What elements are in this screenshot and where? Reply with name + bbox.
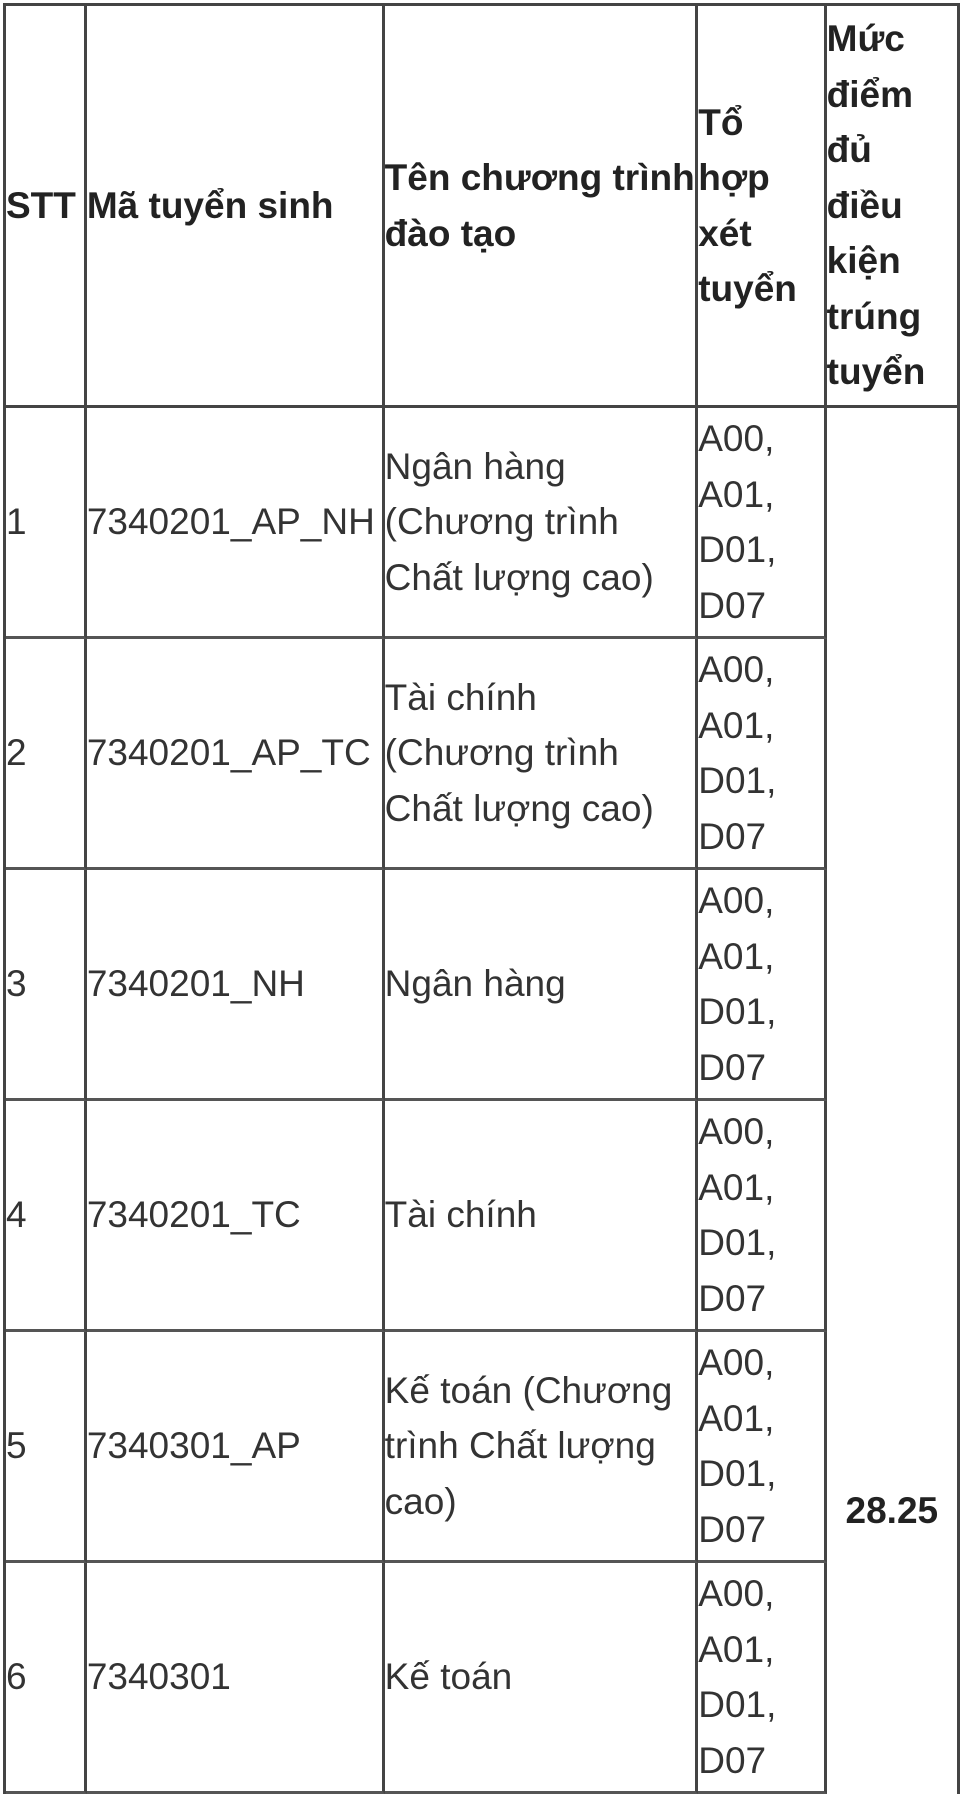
header-admission-code: Mã tuyển sinh	[87, 6, 385, 408]
combo-code: A01,	[698, 473, 775, 515]
combo-code: D01,	[698, 760, 777, 801]
combo-code: D01,	[698, 529, 777, 570]
combo-code: A00,	[698, 1342, 775, 1383]
combo-code: D07	[698, 584, 767, 626]
combo-code: A01,	[698, 1628, 775, 1670]
combo-code: D07	[698, 815, 767, 857]
row-subject-combination	[698, 1101, 826, 1332]
header-row	[6, 6, 960, 408]
combo-code: D01,	[698, 1684, 777, 1725]
combo-code: D07	[698, 1046, 767, 1088]
row-program-name: Ngân hàng (Chương trình Chất lượng cao)	[385, 408, 699, 639]
combo-code: A01,	[698, 1397, 775, 1439]
table-row	[6, 1563, 960, 1794]
row-admission-code: 7340201_TC	[87, 1101, 385, 1332]
combo-code: A01,	[698, 935, 775, 977]
combo-code: A01,	[698, 704, 775, 746]
combo-code: A00,	[698, 1573, 775, 1614]
combo-code: A00,	[698, 880, 775, 921]
row-admission-code: 7340201_NH	[87, 870, 385, 1101]
header-subject-combination: Tổ hợp xét tuyển	[698, 6, 826, 408]
table-row	[6, 1332, 960, 1563]
table-row	[6, 408, 960, 639]
combo-code: D01,	[698, 991, 777, 1032]
row-program-name: Kế toán	[385, 1563, 699, 1794]
row-subject-combination	[698, 1563, 826, 1794]
row-subject-combination	[698, 408, 826, 639]
row-program-name: Tài chính	[385, 1101, 699, 1332]
row-program-name: Tài chính (Chương trình Chất lượng cao)	[385, 639, 699, 870]
combo-code: A00,	[698, 1111, 775, 1152]
row-stt: 5	[6, 1332, 87, 1563]
qualifying-score-cell	[827, 408, 960, 1794]
row-stt: 4	[6, 1101, 87, 1332]
header-qualifying-score: Mức điểm đủ điều kiện trúng tuyển	[827, 6, 960, 408]
table-row	[6, 639, 960, 870]
combo-code: A00,	[698, 649, 775, 690]
row-program-name: Ngân hàng	[385, 870, 699, 1101]
header-stt: STT	[6, 6, 87, 408]
admission-score-table	[3, 3, 960, 1794]
row-admission-code: 7340201_AP_TC	[87, 639, 385, 870]
combo-code: D07	[698, 1739, 767, 1781]
combo-code: D07	[698, 1277, 767, 1319]
row-subject-combination	[698, 639, 826, 870]
table-row	[6, 870, 960, 1101]
row-admission-code: 7340201_AP_NH	[87, 408, 385, 639]
table-row	[6, 1101, 960, 1332]
row-subject-combination	[698, 1332, 826, 1563]
header-program-name: Tên chương trình đào tạo	[385, 6, 699, 408]
row-admission-code: 7340301_AP	[87, 1332, 385, 1563]
row-stt: 1	[6, 408, 87, 639]
row-program-name: Kế toán (Chương trình Chất lượng cao)	[385, 1332, 699, 1563]
row-stt: 2	[6, 639, 87, 870]
row-stt: 6	[6, 1563, 87, 1794]
row-stt: 3	[6, 870, 87, 1101]
combo-code: D07	[698, 1508, 767, 1550]
combo-code: A00,	[698, 418, 775, 459]
row-subject-combination	[698, 870, 826, 1101]
row-admission-code: 7340301	[87, 1563, 385, 1794]
combo-code: D01,	[698, 1453, 777, 1494]
qualifying-score-value: 28.25	[845, 1490, 939, 1532]
combo-code: A01,	[698, 1166, 775, 1208]
combo-code: D01,	[698, 1222, 777, 1263]
